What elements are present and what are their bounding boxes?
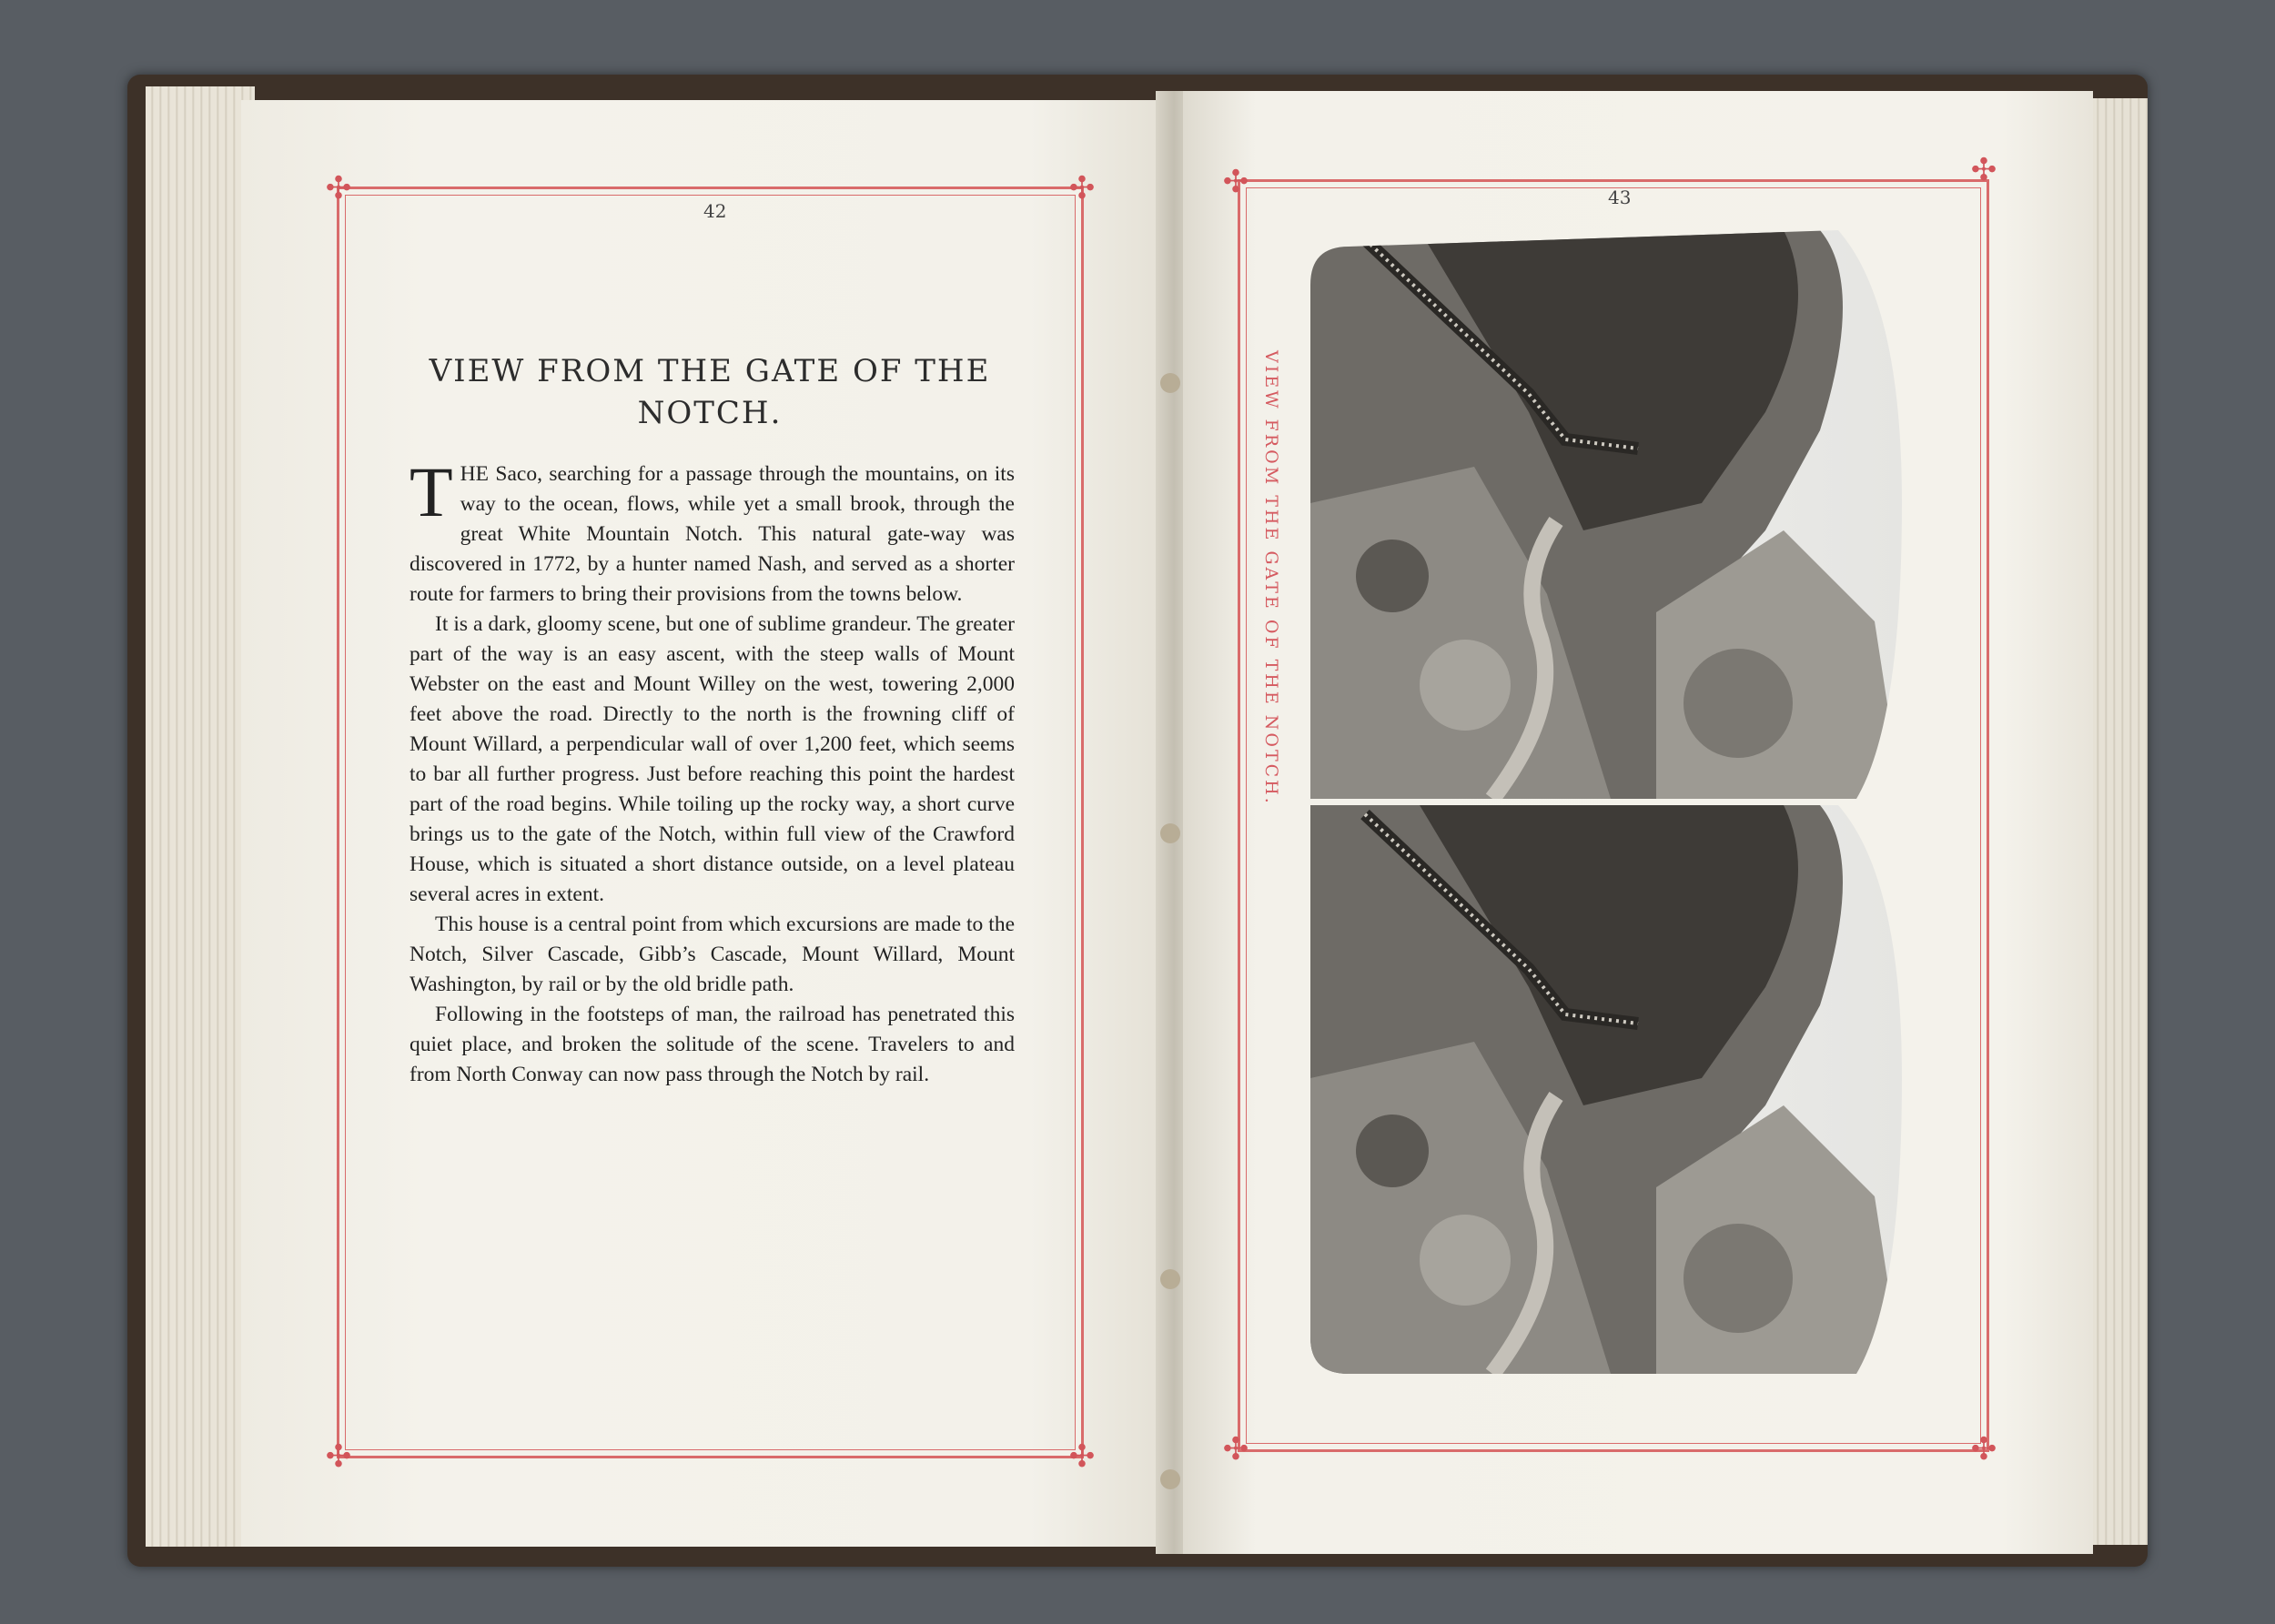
mountain-notch-image xyxy=(1310,805,1902,1374)
frame-corner-ornament: ✣ xyxy=(1970,1431,1997,1468)
frame-corner-ornament: ✣ xyxy=(1222,164,1249,200)
stereoview-photo-top xyxy=(1310,230,1902,799)
page-title: VIEW FROM THE GATE OF THE NOTCH. xyxy=(429,353,991,431)
paragraph: It is a dark, gloomy scene, but one of sublime grandeur. The greater part of the way is an easy ascent, with the steep walls of Mount Webster on the east and Mount Willey on the west, towering 2,000 feet above the road. Directly to the north is the frowning cliff of Mount Willard, a perpendicular wall of over 1,200 feet, which seems to bar all further progress. Just before reaching this point the hardest part of the road begins. While toiling up the rocky way, a short curve brings us to the gate of the Notch, within full view of the Crawford House, which is situated a short distance outside, on a level plateau several acres in extent. xyxy=(410,612,1015,906)
page-number-right: 43 xyxy=(1608,187,1632,208)
frame-corner-ornament: ✣ xyxy=(1068,1438,1096,1475)
side-caption: VIEW FROM THE GATE OF THE NOTCH. xyxy=(1261,350,1281,806)
binding-stitch xyxy=(1160,823,1180,843)
body-text xyxy=(410,452,1015,1090)
frame-corner-ornament: ✣ xyxy=(1068,170,1096,207)
stereoview-photo-bottom xyxy=(1310,805,1902,1374)
mountain-notch-image xyxy=(1310,230,1902,799)
page-number-left: 42 xyxy=(703,200,727,222)
binding-stitch xyxy=(1160,373,1180,393)
paragraph: THE Saco, searching for a passage through the mountains, on its way to the ocean, flows, while yet a small brook, through the great White Mountain Notch. This natural gate-way was discovered in 1772, by a hunter named Nash, and served as a shorter route for farmers to bring their provisions from the towns below. xyxy=(410,452,1015,606)
frame-corner-ornament: ✣ xyxy=(1222,1431,1249,1468)
frame-corner-ornament: ✣ xyxy=(325,1438,352,1475)
binding-stitch xyxy=(1160,1269,1180,1289)
binding-stitch xyxy=(1160,1469,1180,1489)
drop-cap: T xyxy=(410,452,453,531)
paragraph: Following in the footsteps of man, the railroad has penetrated this quiet place, and broken the solitude of the scene. Travelers to and from North Conway can now pass through the Notch by rail. xyxy=(410,1003,1015,1086)
page-edges-left xyxy=(146,86,255,1547)
frame-corner-ornament: ✣ xyxy=(325,170,352,207)
paragraph: This house is a central point from which excursions are made to the Notch, Silver Cascade, Gibb’s Cascade, Mount Willard, Mount Washington, by rail or by the old bridle path. xyxy=(410,913,1015,996)
frame-corner-ornament: ✣ xyxy=(1970,152,1997,188)
